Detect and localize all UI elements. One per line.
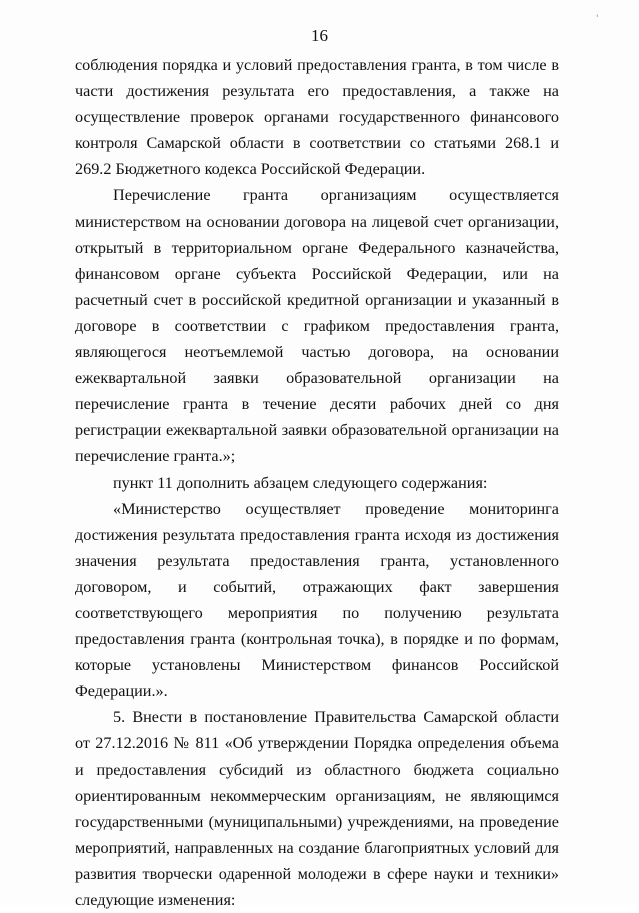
paragraph-amendment-item-11: пункт 11 дополнить абзацем следующего содержания: (113, 473, 488, 492)
page-number: 16 (311, 26, 328, 45)
paragraph-section-5: 5. Внести в постановление Правительства Самарской области от 27.12.2016 № 811 «Об утверждении Порядка определения объема и предоставления субсидий из областного бюджета социально ориентированным некоммерческим организациям, не являющимся государственными (муниципальными) учреждениями, на проведение мероприятий, направленных на создание благоприятных условий для развития творчески одаренной молодежи в сфере науки и техники» следующие изменения: (75, 708, 559, 909)
paragraph-grant-transfer: Перечисление гранта организациям осуществляется министерством на основании договора на лицевой счет организации, открытый в территориальном органе Федерального казначейства, финансовом органе субъекта Российской Федерации, или на расчетный счет в российской кредитной организации и указанный в договоре в соответствии с графиком предоставления гранта, являющегося неотъемлемой частью договора, на основании ежеквартальной заявки образовательной организации на перечисление гранта в течение десяти рабочих дней со дня регистрации ежеквартальной заявки образовательной организации на перечисление гранта.»; (75, 186, 559, 466)
document-body (75, 52, 559, 913)
paragraph-monitoring-quote: «Министерство осуществляет проведение мониторинга достижения результата предоставления гранта исходя из достижения значения результата предоставления гранта, установленного договором, и событий, отражающих факт завершения соответствующего мероприятия по получению результата предоставления гранта (контрольная точка), в порядке и по формам, которые установлены Министерством финансов Российской Федерации.». (75, 499, 559, 701)
paragraph-continuation: соблюдения порядка и условий предоставления гранта, в том числе в части достижения результата его предоставления, а также на осуществление проверок органами государственного финансового контроля Самарской области в соответствии со статьями 268.1 и 269.2 Бюджетного кодекса Российской Федерации. (75, 56, 559, 179)
scan-speck: ' (596, 14, 599, 24)
